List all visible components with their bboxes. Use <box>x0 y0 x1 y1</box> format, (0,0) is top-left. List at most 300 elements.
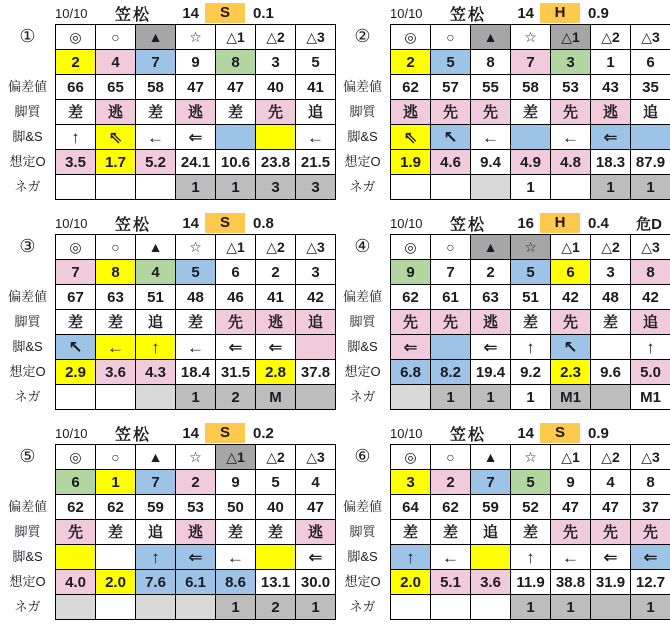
leg-arrow-cell[interactable] <box>96 125 136 150</box>
mark-cell[interactable] <box>631 25 670 50</box>
leg-arrow-cell[interactable] <box>136 125 176 150</box>
horse-number-cell[interactable]: 5 <box>296 50 336 75</box>
running-style-cell[interactable]: 差 <box>176 310 216 335</box>
odds-value-cell[interactable]: 2.0 <box>96 570 136 595</box>
nega-value-cell[interactable]: 1 <box>471 385 511 410</box>
horse-number-cell[interactable]: 3 <box>551 50 591 75</box>
running-style-cell[interactable]: 先 <box>551 520 591 545</box>
odds-value-cell[interactable]: 2.9 <box>56 360 96 385</box>
dev-value-cell[interactable]: 62 <box>431 495 471 520</box>
running-style-cell[interactable]: 逃 <box>591 100 631 125</box>
leg-arrow-cell[interactable] <box>296 125 336 150</box>
horse-number-cell[interactable]: 5 <box>431 50 471 75</box>
dev-value-cell[interactable]: 50 <box>216 495 256 520</box>
horse-number-cell[interactable]: 2 <box>471 260 511 285</box>
horse-number-cell[interactable]: 1 <box>96 470 136 495</box>
leg-arrow-cell[interactable] <box>631 335 670 360</box>
horse-number-cell[interactable]: 3 <box>256 50 296 75</box>
nega-value-cell[interactable] <box>551 175 591 200</box>
horse-number-cell[interactable]: 9 <box>551 470 591 495</box>
running-style-cell[interactable]: 差 <box>591 310 631 335</box>
odds-value-cell[interactable]: 19.4 <box>471 360 511 385</box>
nega-value-cell[interactable] <box>591 385 631 410</box>
mark-cell[interactable] <box>136 235 176 260</box>
nega-value-cell[interactable]: 1 <box>631 175 670 200</box>
running-style-cell[interactable]: 追 <box>136 310 176 335</box>
horse-number-cell[interactable]: 7 <box>136 470 176 495</box>
odds-value-cell[interactable]: 87.9 <box>631 150 670 175</box>
running-style-cell[interactable]: 先 <box>591 520 631 545</box>
nega-value-cell[interactable]: 1 <box>511 595 551 620</box>
odds-value-cell[interactable]: 4.8 <box>551 150 591 175</box>
mark-cell[interactable] <box>631 445 670 470</box>
nega-value-cell[interactable] <box>136 175 176 200</box>
running-style-cell[interactable]: 先 <box>56 520 96 545</box>
leg-arrow-cell[interactable] <box>256 545 296 570</box>
leg-arrow-cell[interactable] <box>256 125 296 150</box>
odds-value-cell[interactable]: 5.2 <box>136 150 176 175</box>
running-style-cell[interactable]: 先 <box>391 310 431 335</box>
dev-value-cell[interactable]: 48 <box>176 285 216 310</box>
leg-arrow-cell[interactable] <box>136 335 176 360</box>
horse-number-cell[interactable]: 5 <box>511 470 551 495</box>
odds-value-cell[interactable]: 6.8 <box>391 360 431 385</box>
dev-value-cell[interactable]: 62 <box>391 75 431 100</box>
dev-value-cell[interactable]: 47 <box>216 75 256 100</box>
mark-cell[interactable] <box>176 445 216 470</box>
odds-value-cell[interactable]: 31.5 <box>216 360 256 385</box>
nega-value-cell[interactable] <box>96 175 136 200</box>
dev-value-cell[interactable]: 52 <box>511 495 551 520</box>
dev-value-cell[interactable]: 67 <box>56 285 96 310</box>
mark-cell[interactable] <box>511 25 551 50</box>
running-style-cell[interactable]: 逃 <box>176 520 216 545</box>
mark-cell[interactable] <box>296 445 336 470</box>
dev-value-cell[interactable]: 51 <box>511 285 551 310</box>
nega-value-cell[interactable]: 1 <box>631 595 670 620</box>
mark-cell[interactable] <box>631 235 670 260</box>
running-style-cell[interactable]: 追 <box>631 100 670 125</box>
running-style-cell[interactable]: 差 <box>96 520 136 545</box>
nega-value-cell[interactable] <box>431 595 471 620</box>
nega-value-cell[interactable]: M <box>256 385 296 410</box>
horse-number-cell[interactable]: 9 <box>216 470 256 495</box>
nega-value-cell[interactable]: 1 <box>511 175 551 200</box>
horse-number-cell[interactable]: 5 <box>256 470 296 495</box>
dev-value-cell[interactable]: 40 <box>256 75 296 100</box>
nega-value-cell[interactable]: 1 <box>511 385 551 410</box>
running-style-cell[interactable]: 先 <box>256 100 296 125</box>
leg-arrow-cell[interactable] <box>471 125 511 150</box>
mark-cell[interactable] <box>391 445 431 470</box>
odds-value-cell[interactable]: 8.2 <box>431 360 471 385</box>
horse-number-cell[interactable]: 2 <box>431 470 471 495</box>
dev-value-cell[interactable]: 42 <box>296 285 336 310</box>
dev-value-cell[interactable]: 47 <box>176 75 216 100</box>
mark-cell[interactable] <box>96 235 136 260</box>
mark-cell[interactable] <box>591 445 631 470</box>
horse-number-cell[interactable]: 3 <box>591 260 631 285</box>
mark-cell[interactable] <box>96 25 136 50</box>
row-label-nega: ネガ <box>14 389 41 404</box>
odds-value-cell[interactable]: 3.6 <box>96 360 136 385</box>
nega-value-cell[interactable]: 1 <box>551 595 591 620</box>
odds-value-cell[interactable]: 13.1 <box>256 570 296 595</box>
leg-arrow-cell[interactable] <box>56 125 96 150</box>
nega-value-cell[interactable]: 1 <box>296 595 336 620</box>
dev-value-cell[interactable]: 40 <box>256 495 296 520</box>
horse-number-cell[interactable]: 2 <box>256 260 296 285</box>
nega-value-cell[interactable] <box>431 175 471 200</box>
leg-arrow-cell[interactable] <box>551 335 591 360</box>
row-label-odds: 想定O <box>9 574 46 589</box>
horse-number-cell[interactable]: 6 <box>56 470 96 495</box>
leg-arrow-cell[interactable] <box>511 545 551 570</box>
horse-number-cell[interactable]: 7 <box>56 260 96 285</box>
leg-arrow-cell[interactable] <box>296 335 336 360</box>
running-style-cell[interactable]: 先 <box>631 520 670 545</box>
mark-cell[interactable] <box>391 235 431 260</box>
mark-cell[interactable] <box>176 25 216 50</box>
leg-arrow-cell[interactable] <box>136 545 176 570</box>
mark-cell[interactable] <box>136 25 176 50</box>
running-style-cell[interactable]: 差 <box>56 100 96 125</box>
running-style-cell[interactable]: 追 <box>136 520 176 545</box>
nega-value-cell[interactable]: 1 <box>216 175 256 200</box>
nega-value-cell[interactable]: 2 <box>256 595 296 620</box>
horse-number-cell[interactable]: 7 <box>471 470 511 495</box>
mark-cell[interactable] <box>431 235 471 260</box>
mark-cell[interactable] <box>256 235 296 260</box>
mark-cell[interactable] <box>56 445 96 470</box>
dev-value-cell[interactable]: 62 <box>96 495 136 520</box>
leg-arrow-cell[interactable] <box>391 545 431 570</box>
horse-number-cell[interactable]: 5 <box>176 260 216 285</box>
leg-arrow-cell[interactable] <box>176 335 216 360</box>
horse-number-cell[interactable]: 7 <box>511 50 551 75</box>
dev-value-cell[interactable]: 66 <box>56 75 96 100</box>
running-style-cell[interactable]: 差 <box>511 310 551 335</box>
odds-value-cell[interactable]: 18.4 <box>176 360 216 385</box>
mark-cell[interactable] <box>551 235 591 260</box>
running-style-cell[interactable]: 差 <box>511 520 551 545</box>
running-style-cell[interactable]: 追 <box>631 310 670 335</box>
nega-value-cell[interactable] <box>136 385 176 410</box>
mark-cell[interactable] <box>471 445 511 470</box>
horse-number-cell[interactable]: 2 <box>176 470 216 495</box>
odds-value-cell[interactable]: 18.3 <box>591 150 631 175</box>
running-style-cell[interactable]: 逃 <box>256 310 296 335</box>
leg-arrow-cell[interactable] <box>631 125 670 150</box>
running-style-cell[interactable]: 差 <box>431 520 471 545</box>
nega-value-cell[interactable]: M1 <box>631 385 670 410</box>
odds-value-cell[interactable]: 3.5 <box>56 150 96 175</box>
running-style-cell[interactable]: 追 <box>296 100 336 125</box>
odds-value-cell[interactable]: 8.6 <box>216 570 256 595</box>
leg-arrow-cell[interactable] <box>216 125 256 150</box>
nega-value-cell[interactable] <box>296 385 336 410</box>
horse-number-cell[interactable]: 4 <box>96 50 136 75</box>
leg-arrow-cell[interactable] <box>471 335 511 360</box>
odds-value-cell[interactable]: 4.9 <box>511 150 551 175</box>
dev-value-cell[interactable]: 64 <box>391 495 431 520</box>
horse-number-cell[interactable]: 9 <box>176 50 216 75</box>
horse-number-cell[interactable]: 3 <box>391 470 431 495</box>
nega-value-cell[interactable] <box>56 175 96 200</box>
dev-value-cell[interactable]: 58 <box>511 75 551 100</box>
running-style-cell[interactable]: 差 <box>216 100 256 125</box>
nega-value-cell[interactable] <box>176 595 216 620</box>
odds-value-cell[interactable]: 1.9 <box>391 150 431 175</box>
running-style-cell[interactable]: 逃 <box>296 520 336 545</box>
odds-value-cell[interactable]: 9.2 <box>511 360 551 385</box>
odds-value-cell[interactable]: 9.4 <box>471 150 511 175</box>
horse-number-cell[interactable]: 5 <box>511 260 551 285</box>
running-style-cell[interactable]: 先 <box>471 100 511 125</box>
horse-number-cell[interactable]: 9 <box>391 260 431 285</box>
leg-arrow-cell[interactable] <box>96 545 136 570</box>
mark-cell[interactable] <box>591 235 631 260</box>
nega-value-cell[interactable]: 2 <box>216 385 256 410</box>
dev-value-cell[interactable]: 47 <box>591 495 631 520</box>
leg-arrow-cell[interactable] <box>551 545 591 570</box>
nega-value-cell[interactable] <box>56 385 96 410</box>
dev-value-cell[interactable]: 61 <box>431 285 471 310</box>
dev-value-cell[interactable]: 55 <box>471 75 511 100</box>
dev-value-cell[interactable]: 59 <box>136 495 176 520</box>
leg-arrow-cell[interactable] <box>431 545 471 570</box>
dev-value-cell[interactable]: 35 <box>631 75 670 100</box>
nega-value-cell[interactable]: M1 <box>551 385 591 410</box>
leg-arrow-cell[interactable] <box>296 545 336 570</box>
leg-arrow-cell[interactable] <box>176 545 216 570</box>
odds-value-cell[interactable]: 30.0 <box>296 570 336 595</box>
leg-arrow-cell[interactable] <box>551 125 591 150</box>
odds-value-cell[interactable]: 12.7 <box>631 570 670 595</box>
nega-value-cell[interactable]: 1 <box>431 385 471 410</box>
nega-value-cell[interactable] <box>136 595 176 620</box>
double-left-arrow-icon: ⇐ <box>188 127 203 147</box>
mark-cell[interactable] <box>256 445 296 470</box>
mark-cell[interactable] <box>471 235 511 260</box>
odds-value-cell[interactable]: 4.6 <box>431 150 471 175</box>
dev-value-cell[interactable]: 65 <box>96 75 136 100</box>
horse-number-cell[interactable]: 6 <box>216 260 256 285</box>
dev-value-cell[interactable]: 62 <box>391 285 431 310</box>
running-style-cell[interactable]: 差 <box>216 520 256 545</box>
nega-value-cell[interactable] <box>56 595 96 620</box>
odds-value-cell[interactable]: 31.9 <box>591 570 631 595</box>
horse-number-cell[interactable]: 4 <box>136 260 176 285</box>
nega-value-cell[interactable]: 1 <box>591 175 631 200</box>
mark-cell[interactable] <box>56 235 96 260</box>
odds-value-cell[interactable]: 11.9 <box>511 570 551 595</box>
leg-arrow-cell[interactable] <box>431 125 471 150</box>
running-style-cell[interactable]: 差 <box>56 310 96 335</box>
running-style-cell[interactable]: 逃 <box>471 310 511 335</box>
running-style-cell[interactable]: 追 <box>471 520 511 545</box>
leg-arrow-cell[interactable] <box>391 125 431 150</box>
nega-value-cell[interactable] <box>96 595 136 620</box>
odds-value-cell[interactable]: 24.1 <box>176 150 216 175</box>
running-style-cell[interactable]: 差 <box>256 520 296 545</box>
leg-arrow-cell[interactable] <box>431 335 471 360</box>
running-style-cell[interactable]: 差 <box>96 310 136 335</box>
triangle-1-icon: △1 <box>226 29 245 45</box>
mark-cell[interactable] <box>431 445 471 470</box>
horse-number-cell[interactable]: 8 <box>631 470 670 495</box>
horse-number-cell[interactable]: 4 <box>591 470 631 495</box>
running-style-cell[interactable]: 差 <box>136 100 176 125</box>
nega-value-cell[interactable]: 1 <box>176 175 216 200</box>
nega-value-cell[interactable] <box>471 595 511 620</box>
leg-arrow-cell[interactable] <box>56 335 96 360</box>
odds-value-cell[interactable]: 5.0 <box>631 360 670 385</box>
horse-number-cell[interactable]: 2 <box>391 50 431 75</box>
running-style-cell[interactable]: 逃 <box>176 100 216 125</box>
leg-arrow-cell[interactable] <box>216 335 256 360</box>
dev-value-cell[interactable]: 48 <box>591 285 631 310</box>
dev-value-cell[interactable]: 41 <box>256 285 296 310</box>
odds-value-cell[interactable]: 38.8 <box>551 570 591 595</box>
odds-value-cell[interactable]: 2.3 <box>551 360 591 385</box>
dev-value-cell[interactable]: 53 <box>176 495 216 520</box>
dev-value-cell[interactable]: 42 <box>551 285 591 310</box>
dev-value-cell[interactable]: 47 <box>551 495 591 520</box>
dev-value-cell[interactable]: 41 <box>296 75 336 100</box>
field-size-label: 14 <box>517 424 534 442</box>
dev-value-cell[interactable]: 51 <box>136 285 176 310</box>
nega-value-cell[interactable] <box>391 595 431 620</box>
horse-number-cell[interactable]: 8 <box>631 260 670 285</box>
nega-value-cell[interactable]: 3 <box>296 175 336 200</box>
leg-arrow-cell[interactable] <box>591 335 631 360</box>
horse-number-cell[interactable]: 1 <box>591 50 631 75</box>
odds-value-cell[interactable]: 21.5 <box>296 150 336 175</box>
leg-arrow-cell[interactable] <box>216 545 256 570</box>
running-style-cell[interactable]: 差 <box>391 520 431 545</box>
horse-number-cell[interactable]: 7 <box>431 260 471 285</box>
odds-value-cell[interactable]: 7.6 <box>136 570 176 595</box>
leg-arrow-cell[interactable] <box>511 125 551 150</box>
leg-arrow-cell[interactable] <box>56 545 96 570</box>
dev-value-cell[interactable]: 59 <box>471 495 511 520</box>
dev-value-cell[interactable]: 63 <box>471 285 511 310</box>
mark-cell[interactable] <box>471 25 511 50</box>
mark-cell[interactable] <box>216 235 256 260</box>
leg-arrow-cell[interactable] <box>176 125 216 150</box>
odds-value-cell[interactable]: 5.1 <box>431 570 471 595</box>
mark-cell[interactable] <box>216 25 256 50</box>
horse-number-cell[interactable]: 3 <box>296 260 336 285</box>
leg-arrow-cell[interactable] <box>96 335 136 360</box>
nega-value-cell[interactable] <box>391 175 431 200</box>
running-style-cell[interactable]: 追 <box>296 310 336 335</box>
leg-arrow-cell[interactable] <box>471 545 511 570</box>
nega-value-cell[interactable] <box>591 595 631 620</box>
odds-value-cell[interactable]: 10.6 <box>216 150 256 175</box>
running-style-cell[interactable]: 先 <box>216 310 256 335</box>
mark-cell[interactable] <box>56 25 96 50</box>
mark-cell[interactable] <box>431 25 471 50</box>
leg-arrow-cell[interactable] <box>256 335 296 360</box>
running-style-cell[interactable]: 逃 <box>391 100 431 125</box>
horse-number-cell[interactable]: 8 <box>216 50 256 75</box>
mark-cell[interactable] <box>256 25 296 50</box>
horse-number-cell[interactable]: 8 <box>471 50 511 75</box>
odds-value-cell[interactable]: 37.8 <box>296 360 336 385</box>
odds-value-cell[interactable]: 9.6 <box>591 360 631 385</box>
dev-value-cell[interactable]: 43 <box>591 75 631 100</box>
horse-number-cell[interactable]: 6 <box>631 50 670 75</box>
nega-value-cell[interactable]: 1 <box>216 595 256 620</box>
running-style-cell[interactable]: 先 <box>551 100 591 125</box>
nega-value-cell[interactable] <box>96 385 136 410</box>
running-style-cell[interactable]: 先 <box>431 310 471 335</box>
running-style-cell[interactable]: 差 <box>511 100 551 125</box>
mark-cell[interactable] <box>391 25 431 50</box>
odds-value-cell[interactable]: 4.0 <box>56 570 96 595</box>
odds-value-cell[interactable]: 4.3 <box>136 360 176 385</box>
nega-value-cell[interactable]: 1 <box>176 385 216 410</box>
mark-cell[interactable] <box>136 445 176 470</box>
mark-cell[interactable] <box>511 445 551 470</box>
odds-value-cell[interactable]: 2.0 <box>391 570 431 595</box>
leg-arrow-cell[interactable] <box>511 335 551 360</box>
dev-value-cell[interactable]: 37 <box>631 495 670 520</box>
dev-value-cell[interactable]: 53 <box>551 75 591 100</box>
dev-value-cell[interactable]: 63 <box>96 285 136 310</box>
leg-arrow-cell[interactable] <box>631 545 670 570</box>
running-style-cell[interactable]: 先 <box>431 100 471 125</box>
dev-value-cell[interactable]: 58 <box>136 75 176 100</box>
leg-arrow-cell[interactable] <box>591 545 631 570</box>
horse-number-cell[interactable]: 2 <box>56 50 96 75</box>
dev-value-cell[interactable]: 42 <box>631 285 670 310</box>
odds-value-cell[interactable]: 3.6 <box>471 570 511 595</box>
horse-number-cell[interactable]: 4 <box>296 470 336 495</box>
leg-arrow-cell[interactable] <box>591 125 631 150</box>
nega-value-cell[interactable]: 3 <box>256 175 296 200</box>
odds-value-cell[interactable]: 2.8 <box>256 360 296 385</box>
horse-number-cell[interactable]: 8 <box>96 260 136 285</box>
odds-value-cell[interactable]: 1.7 <box>96 150 136 175</box>
mark-cell[interactable] <box>296 25 336 50</box>
double-left-arrow-icon: ⇐ <box>483 337 498 357</box>
dev-value-cell[interactable]: 57 <box>431 75 471 100</box>
mark-cell[interactable] <box>176 235 216 260</box>
mark-cell[interactable] <box>591 25 631 50</box>
dev-value-cell[interactable]: 62 <box>56 495 96 520</box>
nega-value-cell[interactable] <box>391 385 431 410</box>
horse-number-cell[interactable]: 6 <box>551 260 591 285</box>
running-style-cell[interactable]: 逃 <box>96 100 136 125</box>
horse-number-cell[interactable]: 7 <box>136 50 176 75</box>
dev-value-cell[interactable]: 47 <box>296 495 336 520</box>
mark-cell[interactable] <box>551 445 591 470</box>
odds-value-cell[interactable]: 6.1 <box>176 570 216 595</box>
mark-cell[interactable] <box>296 235 336 260</box>
nega-value-cell[interactable] <box>471 175 511 200</box>
mark-cell[interactable] <box>551 25 591 50</box>
mark-cell[interactable] <box>511 235 551 260</box>
mark-cell[interactable] <box>216 445 256 470</box>
dev-value-cell[interactable]: 46 <box>216 285 256 310</box>
mark-cell[interactable] <box>96 445 136 470</box>
odds-value-cell[interactable]: 23.8 <box>256 150 296 175</box>
running-style-cell[interactable]: 先 <box>551 310 591 335</box>
leg-arrow-cell[interactable] <box>391 335 431 360</box>
